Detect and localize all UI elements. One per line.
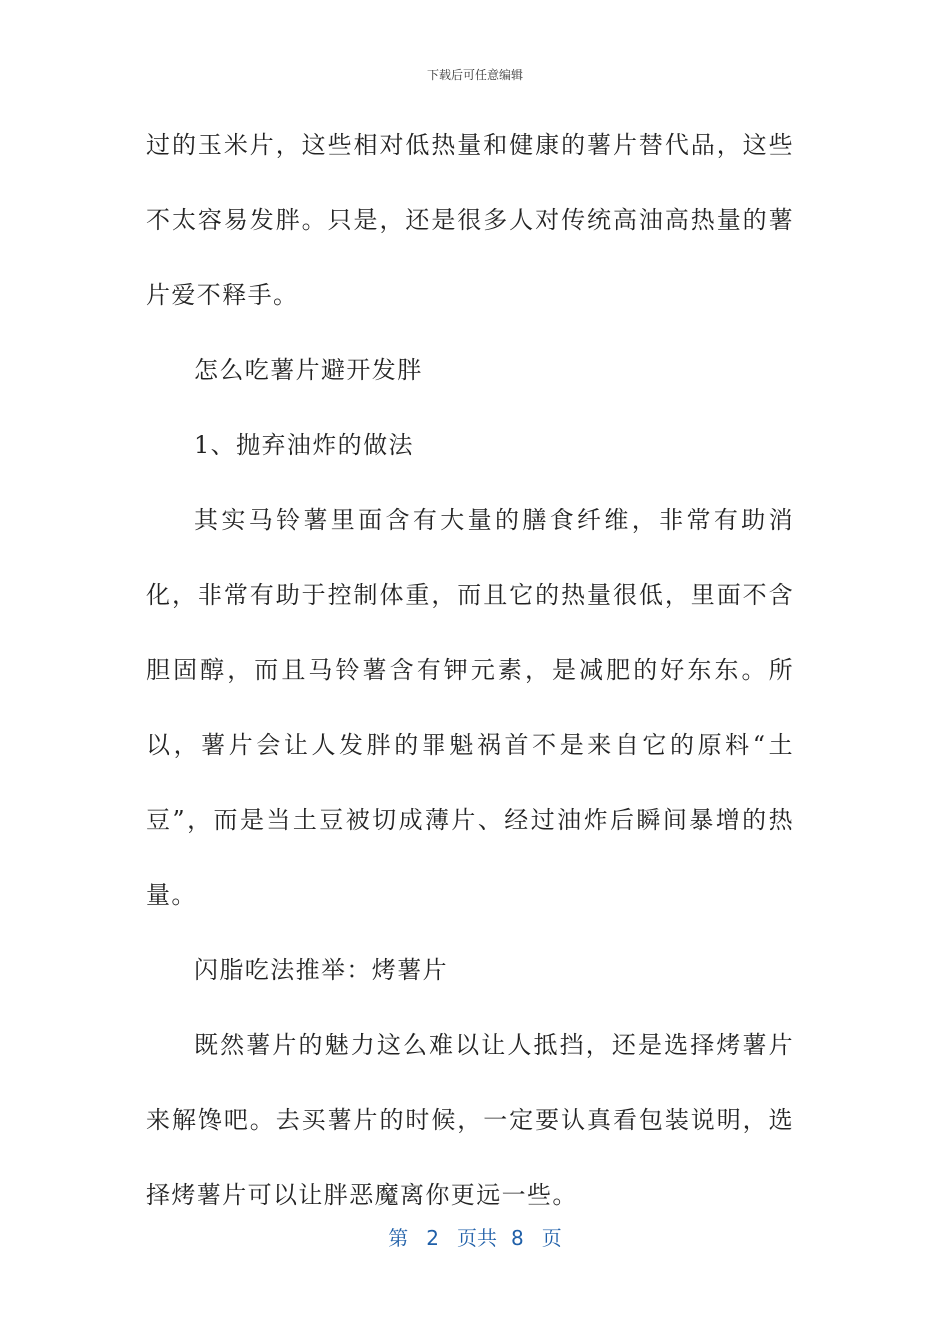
footer-prefix: 第 [388,1226,409,1250]
subheading-1: 1、抛弃油炸的做法 [194,431,414,459]
subheading-2: 闪脂吃法推举：烤薯片 [194,956,448,984]
paragraph-1: 过的玉米片，这些相对低热量和健康的薯片替代品，这些不太容易发胖。只是，还是很多人对传统高油高热量的薯片爱不释手。 [146,131,794,309]
footer-current-page: 2 [426,1226,439,1250]
section-heading: 怎么吃薯片避开发胖 [194,356,423,384]
paragraph-3: 既然薯片的魅力这么难以让人抵挡，还是选择烤薯片来解馋吧。去买薯片的时候，一定要认真看包装说明，选择烤薯片可以让胖恶魔离你更远一些。 [146,1031,794,1209]
document-body [146,108,794,1233]
page-footer [0,1226,950,1250]
footer-suffix: 页 [541,1226,562,1250]
paragraph-2: 其实马铃薯里面含有大量的膳食纤维，非常有助消化，非常有助于控制体重，而且它的热量很低，里面不含胆固醇，而且马铃薯含有钾元素，是减肥的好东东。所以，薯片会让人发胖的罪魁祸首不是来自它的原料“土豆”，而是当土豆被切成薄片、经过油炸后瞬间暴增的热量。 [146,506,794,909]
footer-middle: 页共 [457,1226,497,1250]
page-header-note: 下载后可任意编辑 [426,68,523,82]
footer-total-pages: 8 [511,1226,524,1250]
